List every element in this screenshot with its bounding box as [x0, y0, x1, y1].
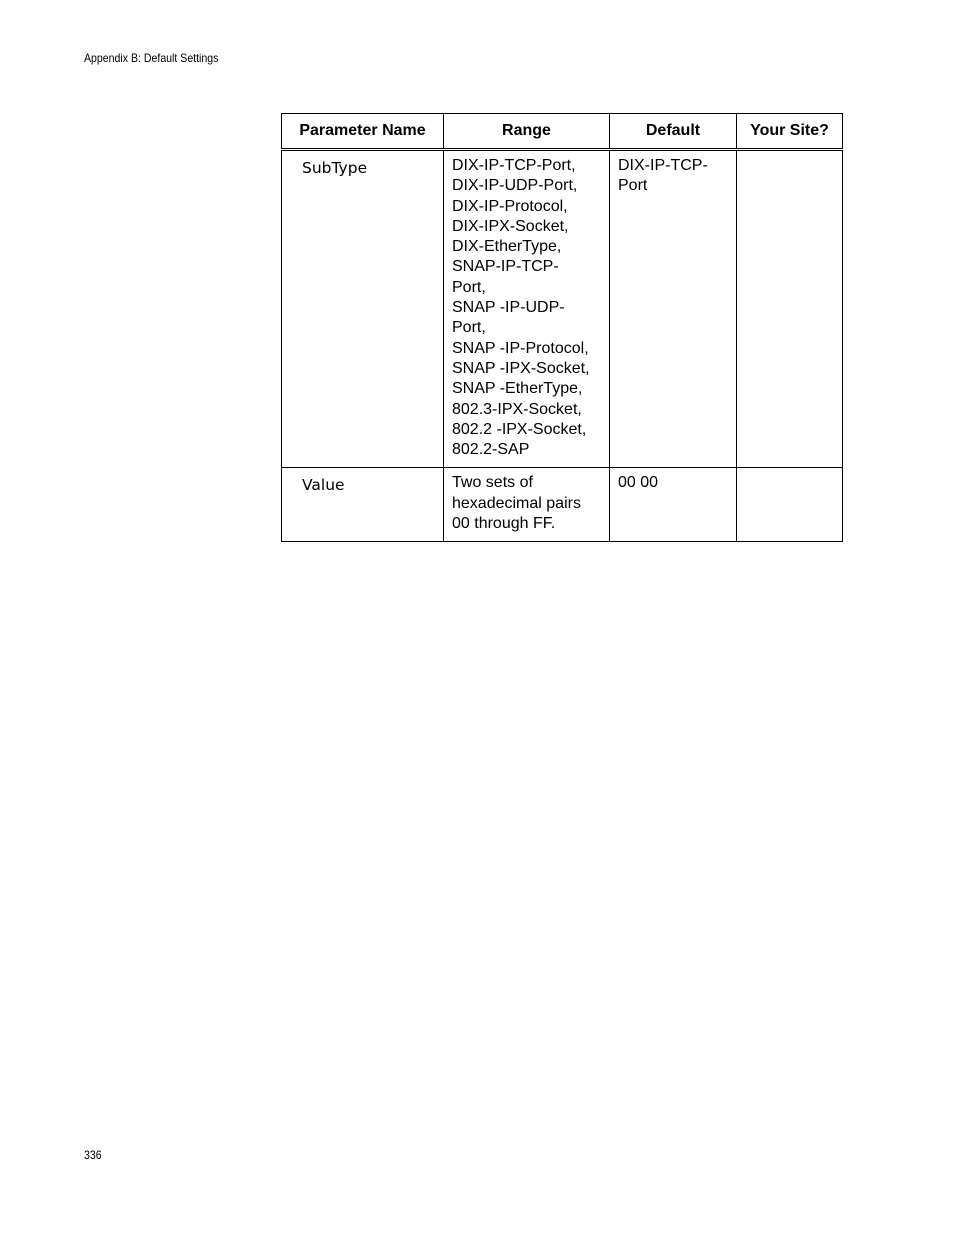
range-line: SNAP-IP-TCP- [452, 258, 559, 276]
parameter-name-cell: Value [282, 468, 444, 542]
range-line: 00 through FF. [452, 515, 556, 533]
column-header-your-site: Your Site? [737, 114, 843, 150]
column-header-default: Default [610, 114, 737, 150]
range-line: SNAP -IP-UDP- [452, 299, 565, 317]
range-line: DIX-IP-Protocol, [452, 197, 568, 215]
range-line: Port, [452, 319, 486, 337]
range-line: Port, [452, 278, 486, 296]
range-line: Two sets of [452, 474, 533, 492]
default-cell [610, 150, 737, 468]
range-cell [444, 468, 610, 542]
column-header-range: Range [444, 114, 610, 150]
range-line: 802.2 -IPX-Socket, [452, 420, 587, 438]
default-cell [610, 468, 737, 542]
running-head: Appendix B: Default Settings [84, 51, 219, 65]
range-line: SNAP -IPX-Socket, [452, 359, 590, 377]
default-settings-table [281, 113, 843, 542]
parameter-name-cell: SubType [282, 150, 444, 468]
range-line: 802.2-SAP [452, 441, 530, 459]
column-header-parameter-name: Parameter Name [282, 114, 444, 150]
range-cell [444, 150, 610, 468]
range-line: DIX-IP-TCP-Port, [452, 157, 576, 174]
your-site-cell [737, 468, 843, 542]
range-line: SNAP -IP-Protocol, [452, 339, 589, 357]
page-number: 336 [84, 1148, 102, 1162]
your-site-cell [737, 150, 843, 468]
range-line: DIX-EtherType, [452, 238, 562, 256]
table-row-value [282, 468, 843, 542]
default-line: DIX-IP-TCP- [618, 157, 708, 174]
range-line: SNAP -EtherType, [452, 380, 583, 398]
range-line: DIX-IPX-Socket, [452, 217, 569, 235]
range-line: hexadecimal pairs [452, 494, 581, 512]
table-header-row [282, 114, 843, 150]
range-line: 802.3-IPX-Socket, [452, 400, 582, 418]
default-line: Port [618, 177, 648, 195]
default-line: 00 00 [618, 474, 659, 492]
range-line: DIX-IP-UDP-Port, [452, 177, 578, 195]
table-row-subtype [282, 150, 843, 468]
